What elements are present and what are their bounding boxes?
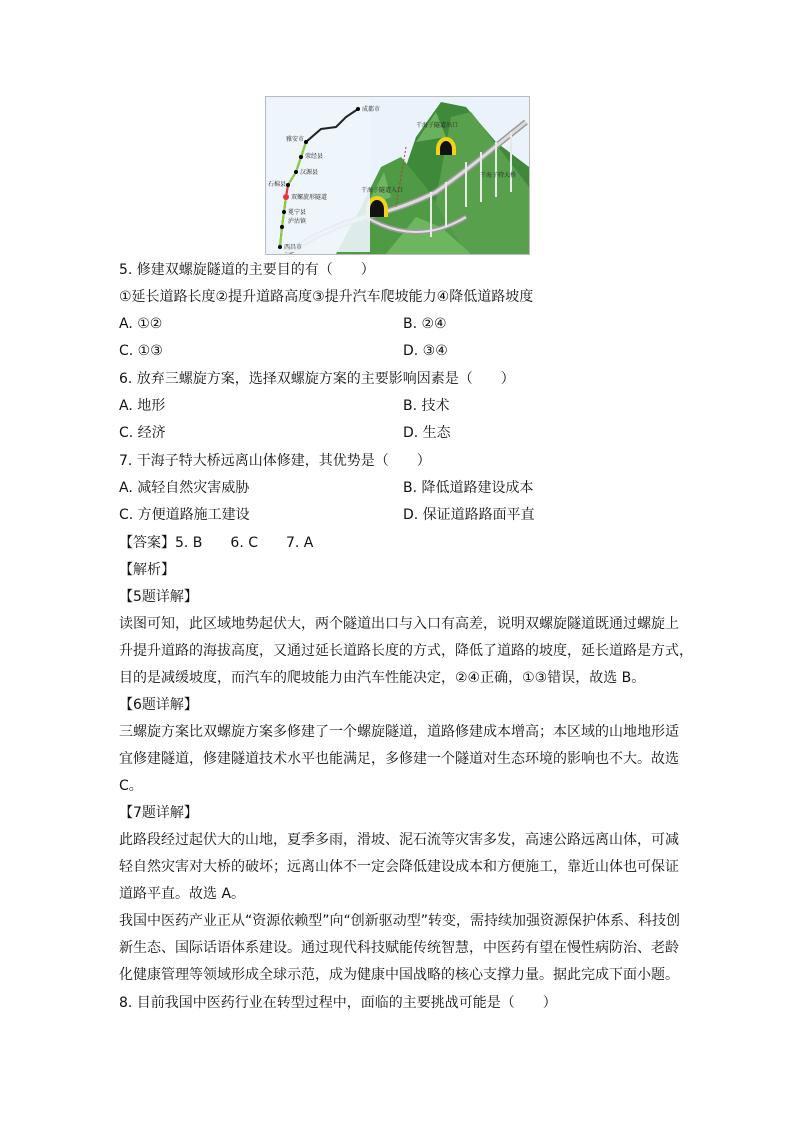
analysis-label: 【解析】 [119, 562, 175, 578]
q7-option-d: D. 保证道路路面平直 [403, 507, 535, 523]
d6-line-1: 三螺旋方案比双螺旋方案多修建了一个螺旋隧道，道路修建成本增高；本区域的山地地形适 [119, 724, 679, 740]
q6-option-d: D. 生态 [403, 425, 451, 441]
d7-line-2: 轻自然灾害对大桥的破坏；远离山体不一定会降低建设成本和方便施工，靠近山体也可保证 [119, 859, 679, 875]
q8-stem: 8. 目前我国中医药行业在转型过程中，面临的主要挑战可能是（ ） [119, 995, 557, 1011]
d7-line-3: 道路平直。故选 A。 [119, 886, 246, 902]
intro-line-3: 化健康管理等领域形成全球示范，成为健康中国战略的核心支撑力量。据此完成下面小题。 [119, 967, 679, 983]
map-label-chengdu: 成都市 [362, 106, 381, 113]
intro-line-1: 我国中医药产业正从“资源依赖型”向“创新驱动型”转变，需持续加强资源保护体系、科技创 [119, 913, 681, 929]
q5-options-line: ①延长道路长度②提升道路高度③提升汽车爬坡能力④降低道路坡度 [119, 289, 534, 305]
d5-heading: 【5题详解】 [119, 589, 198, 605]
tunnel-illustration [266, 97, 529, 254]
q5-stem: 5. 修建双螺旋隧道的主要目的有（ ） [119, 262, 375, 278]
map-label-shimian: 石棉县 [268, 181, 287, 188]
d5-line-3: 目的是减缓坡度，而汽车的爬坡能力由汽车性能决定，②④正确，①③错误，故选 B。 [119, 670, 646, 686]
map-label-xichang: 西昌市 [284, 244, 303, 251]
map-label-luguzhen: 泸沽镇 [288, 218, 307, 225]
scene-label-exit: 干海子隧道出口 [416, 122, 459, 129]
q6-stem: 6. 放弃三螺旋方案，选择双螺旋方案的主要影响因素是（ ） [119, 371, 515, 387]
q6-option-c: C. 经济 [119, 425, 166, 441]
map-label-hanyuan: 汉源县 [300, 169, 319, 176]
d6-line-2: 宜修建隧道，修建隧道技术水平也能满足，多修建一个隧道对生态环境的影响也不大。故选 [119, 751, 679, 767]
q7-option-b: B. 降低道路建设成本 [403, 480, 534, 496]
d6-line-3: C。 [119, 778, 143, 794]
d5-line-1: 读图可知，此区域地势起伏大，两个隧道出口与入口有高差，说明双螺旋隧道既通过螺旋上 [119, 616, 679, 632]
scene-label-entrance: 干海子隧道入口 [361, 187, 404, 194]
d6-heading: 【6题详解】 [119, 697, 198, 713]
q5-option-a: A. ①② [119, 316, 163, 332]
q5-option-c: C. ①③ [119, 343, 163, 359]
q7-stem: 7. 干海子特大桥远离山体修建，其优势是（ ） [119, 453, 431, 469]
d5-line-2: 升提升道路的海拔高度，又通过延长道路长度的方式，降低了道路的坡度，延长道路是方式， [119, 643, 693, 659]
scene-label-bridge: 干海子特大桥 [480, 172, 517, 179]
map-label-mianning: 冕宁县 [288, 209, 307, 216]
answer-line [119, 533, 313, 553]
map-label-yingjing: 荥经县 [305, 153, 324, 160]
answer-label: 【答案】 [119, 535, 175, 551]
q6-option-b: B. 技术 [403, 398, 450, 414]
q7-option-c: C. 方便道路施工建设 [119, 507, 250, 523]
map-label-yaan: 雅安市 [286, 136, 305, 143]
map-label-tunnel: 双螺旋形隧道 [291, 194, 328, 201]
q5-option-d: D. ③④ [403, 343, 448, 359]
q7-option-a: A. 减轻自然灾害威胁 [119, 480, 250, 496]
q5-option-b: B. ②④ [403, 316, 447, 332]
tunnel-map-figure [265, 96, 530, 255]
answer-values: 5. B 6. C 7. A [175, 535, 314, 551]
q6-option-a: A. 地形 [119, 398, 166, 414]
intro-line-2: 新生态、国际话语体系建设。通过现代科技赋能传统智慧，中医药有望在慢性病防治、老龄 [119, 940, 679, 956]
d7-heading: 【7题详解】 [119, 805, 198, 821]
d7-line-1: 此路段经过起伏大的山地，夏季多雨，滑坡、泥石流等灾害多发，高速公路远离山体，可减 [119, 832, 679, 848]
